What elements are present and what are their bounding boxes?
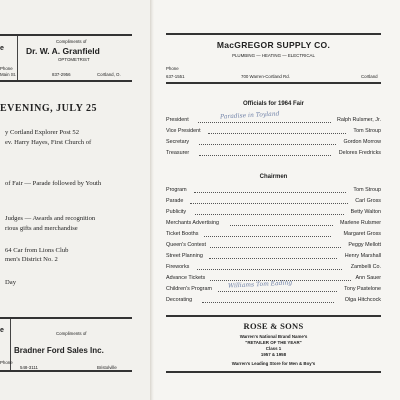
footer-company: ROSE & SONS xyxy=(243,321,304,331)
event-line: 64 Car from Lions Club xyxy=(5,247,69,254)
dot-leader xyxy=(194,192,346,193)
official-name: Delores Fredricks xyxy=(338,150,381,156)
dot-leader xyxy=(218,291,337,292)
ad-top-phone-label: Phone xyxy=(0,66,13,71)
event-line: Judges — Awards and recognition xyxy=(5,215,96,222)
header-company: MacGREGOR SUPPLY CO. xyxy=(216,40,331,50)
ad-bottom-phone-label: Phone xyxy=(0,360,13,365)
chairman-role: Street Planning xyxy=(166,253,203,259)
event-line: rious gifts and merchandise xyxy=(5,225,78,232)
footer-line: "RETAILER OF THE YEAR" xyxy=(245,340,302,345)
chairman-row xyxy=(166,253,381,260)
footer-line: Warren's Leading Store for Men & Boy's xyxy=(231,361,316,366)
chairman-row xyxy=(166,187,381,194)
header-address: 700 Warren-Cortland Rd. xyxy=(241,74,290,79)
official-name: Ralph Rulsmer, Jr. xyxy=(336,117,381,123)
official-row xyxy=(166,139,381,146)
ad-top-rule-bottom xyxy=(0,80,132,82)
dot-leader xyxy=(209,258,337,259)
ad-top-profession: OPTOMETRIST xyxy=(58,57,90,62)
dot-leader xyxy=(199,144,336,145)
header-rule-top xyxy=(166,33,381,35)
chairman-role: Fireworks xyxy=(166,264,190,270)
chairman-name: Tony Pastelone xyxy=(344,286,381,292)
official-role: Treasurer xyxy=(166,150,190,156)
chairman-row xyxy=(166,209,381,216)
ad-top-address-fragment: Main St. xyxy=(0,72,17,77)
footer-line: Warren's National Brand Name's xyxy=(239,334,308,339)
chairman-role: Merchants Advertising xyxy=(166,220,220,226)
ad-bottom-city: Bristolville xyxy=(97,365,117,370)
officials-title: Officials for 1964 Fair xyxy=(242,101,305,107)
ad-top-city: Cortland, O. xyxy=(97,72,121,77)
dot-leader xyxy=(195,214,344,215)
chairman-role: Ticket Booths xyxy=(166,231,199,237)
chairman-name: Henry Marshall xyxy=(344,253,381,259)
chairman-name: Betty Walton xyxy=(350,209,381,215)
footer-line: Class 1 xyxy=(265,346,282,351)
chairman-name: Tom Stroup xyxy=(353,187,381,193)
official-row xyxy=(166,128,381,135)
ad-bottom-left-fragment: e xyxy=(0,327,4,334)
ad-bottom-name: Bradner Ford Sales Inc. xyxy=(14,346,104,355)
chairman-name: Olga Hitchcock xyxy=(344,297,381,303)
official-role: President xyxy=(166,117,189,123)
official-row xyxy=(166,117,381,124)
chairman-name: Margaret Gross xyxy=(343,231,381,237)
chairman-role: Decorating xyxy=(166,297,193,303)
event-line: Day xyxy=(5,279,16,286)
chairman-role: Queen's Contest xyxy=(166,242,206,248)
official-row xyxy=(166,150,381,157)
ad-top-divider xyxy=(17,36,18,80)
handwritten-note: Paradise in Toyland xyxy=(219,110,280,121)
chairman-row xyxy=(166,220,381,227)
chairman-row xyxy=(166,242,381,249)
header-phone: 637-1551 xyxy=(166,74,185,79)
header-city: Cortland xyxy=(361,74,378,79)
event-line: men's District No. 2 xyxy=(5,256,58,263)
ad-top-left-fragment: e xyxy=(0,45,4,52)
chairman-row xyxy=(166,264,381,271)
event-line: y Cortland Explorer Post 52 xyxy=(5,129,79,136)
dot-leader xyxy=(202,302,334,303)
dot-leader xyxy=(230,225,333,226)
dot-leader xyxy=(199,155,331,156)
official-role: Secretary xyxy=(166,139,190,145)
chairmen-title: Chairmen xyxy=(259,174,288,180)
ad-bottom-rule-top xyxy=(0,317,132,319)
header-services: PLUMBING — HEATING — ELECTRICAL xyxy=(232,53,315,58)
chairman-name: Marlene Rulsmer xyxy=(339,220,381,226)
footer-line: 1957 & 1958 xyxy=(260,352,287,357)
dot-leader xyxy=(210,247,341,248)
dot-leader xyxy=(197,269,342,270)
official-name: Tom Stroup xyxy=(353,128,381,134)
handwritten-note: Williams Tom Eading xyxy=(227,279,293,290)
dot-leader xyxy=(198,122,331,123)
chairman-role: Publicity xyxy=(166,209,187,215)
official-role: Vice President xyxy=(166,128,201,134)
chairman-role: Children's Program xyxy=(166,286,212,292)
ad-top-phone: 837-2956 xyxy=(52,72,71,77)
chairman-role: Program xyxy=(166,187,187,193)
ad-bottom-rule-bottom xyxy=(0,370,132,372)
chairman-name: Carl Gross xyxy=(355,198,381,204)
footer-rule-bottom xyxy=(166,371,381,373)
chairman-role: Parade xyxy=(166,198,184,204)
ad-top-rule-top xyxy=(0,34,132,36)
chairman-name: Peggy Mellott xyxy=(348,242,381,248)
header-phone-label: Phone xyxy=(166,66,179,71)
event-line: ev. Harry Hayes, First Church of xyxy=(5,139,92,146)
ad-bottom-compliments: Compliments of xyxy=(56,331,87,336)
chairman-row xyxy=(166,198,381,205)
dot-leader xyxy=(208,133,346,134)
chairman-role: Advance Tickets xyxy=(166,275,206,281)
event-line: of Fair — Parade followed by Youth xyxy=(5,180,102,187)
dot-leader xyxy=(190,203,348,204)
ad-bottom-phone: 548-3111 xyxy=(20,365,38,370)
ad-top-compliments: Compliments of xyxy=(56,39,87,44)
event-title: EVENING, JULY 25 xyxy=(0,103,97,114)
official-name: Gordon Morrow xyxy=(343,139,381,145)
footer-rule-top xyxy=(166,315,381,317)
header-rule-bottom xyxy=(166,82,381,84)
chairman-row xyxy=(166,231,381,238)
ad-top-name: Dr. W. A. Granfield xyxy=(26,46,100,56)
dot-leader xyxy=(204,236,331,237)
chairman-row xyxy=(166,297,381,304)
chairman-name: Zambelli Co. xyxy=(350,264,381,270)
chairman-name: Ann Sauer xyxy=(355,275,381,281)
page-fold xyxy=(150,0,154,400)
